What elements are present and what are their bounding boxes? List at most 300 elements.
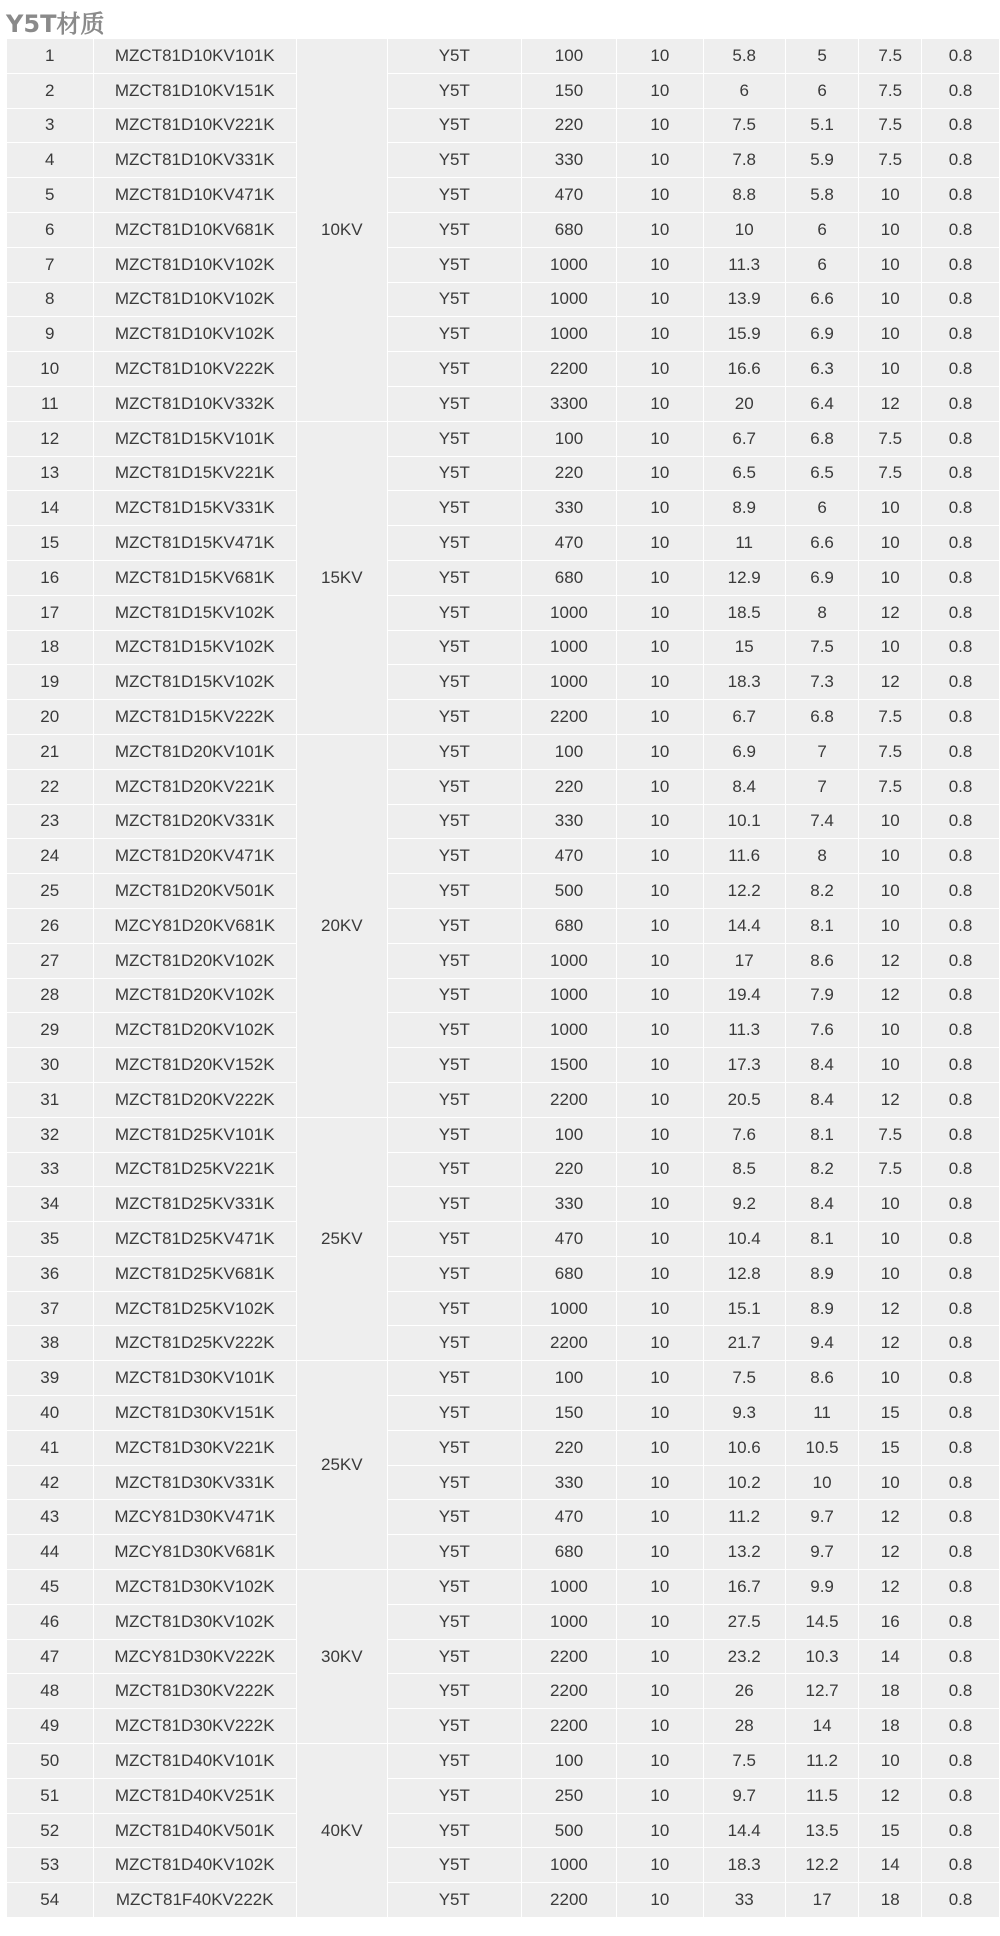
tolerance-cell: 10: [617, 1326, 704, 1361]
tolerance-cell: 10: [617, 526, 704, 561]
dimension-t-cell: 8.6: [785, 943, 859, 978]
dimension-t-cell: 11.5: [785, 1778, 859, 1813]
dimension-d-cell: 27.5: [703, 1604, 785, 1639]
capacitance-cell: 470: [521, 178, 616, 213]
model-code-cell: MZCY81D30KV471K: [93, 1500, 296, 1535]
row-number-cell: 35: [7, 1222, 94, 1257]
table-row: [7, 1326, 1000, 1361]
material-cell: Y5T: [387, 178, 521, 213]
capacitance-cell: 220: [521, 1152, 616, 1187]
dimension-d-cell: 11.3: [703, 1013, 785, 1048]
dimension-d-cell: 11.2: [703, 1500, 785, 1535]
tolerance-cell: 10: [617, 734, 704, 769]
dimension-f-cell: 10: [859, 1361, 922, 1396]
dimension-f-cell: 12: [859, 665, 922, 700]
dimension-t-cell: 6: [785, 491, 859, 526]
dimension-f-cell: 10: [859, 526, 922, 561]
tolerance-cell: 10: [617, 665, 704, 700]
tolerance-cell: 10: [617, 1256, 704, 1291]
capacitance-cell: 2200: [521, 1709, 616, 1744]
material-cell: Y5T: [387, 386, 521, 421]
spec-table: [6, 38, 1000, 1918]
table-row: [7, 1361, 1000, 1396]
capacitance-cell: 1000: [521, 1570, 616, 1605]
tolerance-cell: 10: [617, 491, 704, 526]
dimension-d-cell: 10.6: [703, 1430, 785, 1465]
capacitance-cell: 330: [521, 1187, 616, 1222]
dimension-t-cell: 6.9: [785, 560, 859, 595]
material-cell: Y5T: [387, 1048, 521, 1083]
lead-diameter-cell: 0.8: [922, 491, 1000, 526]
row-number-cell: 47: [7, 1639, 94, 1674]
model-code-cell: MZCT81D15KV101K: [93, 421, 296, 456]
dimension-f-cell: 7.5: [859, 700, 922, 735]
dimension-t-cell: 8: [785, 595, 859, 630]
tolerance-cell: 10: [617, 1187, 704, 1222]
dimension-d-cell: 5.8: [703, 39, 785, 74]
dimension-t-cell: 8.9: [785, 1256, 859, 1291]
dimension-t-cell: 9.7: [785, 1535, 859, 1570]
dimension-t-cell: 11: [785, 1396, 859, 1431]
dimension-d-cell: 11.6: [703, 839, 785, 874]
row-number-cell: 45: [7, 1570, 94, 1605]
dimension-d-cell: 7.5: [703, 1744, 785, 1779]
dimension-d-cell: 10.1: [703, 804, 785, 839]
model-code-cell: MZCT81F40KV222K: [93, 1883, 296, 1918]
lead-diameter-cell: 0.8: [922, 456, 1000, 491]
model-code-cell: MZCT81D30KV221K: [93, 1430, 296, 1465]
model-code-cell: MZCT81D30KV222K: [93, 1709, 296, 1744]
capacitance-cell: 1000: [521, 665, 616, 700]
material-cell: Y5T: [387, 1152, 521, 1187]
material-cell: Y5T: [387, 1465, 521, 1500]
dimension-f-cell: 12: [859, 1291, 922, 1326]
model-code-cell: MZCT81D20KV101K: [93, 734, 296, 769]
capacitance-cell: 470: [521, 526, 616, 561]
dimension-d-cell: 9.2: [703, 1187, 785, 1222]
material-cell: Y5T: [387, 1430, 521, 1465]
lead-diameter-cell: 0.8: [922, 352, 1000, 387]
dimension-t-cell: 6.5: [785, 456, 859, 491]
lead-diameter-cell: 0.8: [922, 874, 1000, 909]
capacitance-cell: 100: [521, 1361, 616, 1396]
material-cell: Y5T: [387, 630, 521, 665]
row-number-cell: 19: [7, 665, 94, 700]
model-code-cell: MZCT81D10KV102K: [93, 282, 296, 317]
tolerance-cell: 10: [617, 456, 704, 491]
table-row: [7, 804, 1000, 839]
table-row: [7, 456, 1000, 491]
dimension-f-cell: 7.5: [859, 39, 922, 74]
lead-diameter-cell: 0.8: [922, 630, 1000, 665]
lead-diameter-cell: 0.8: [922, 1291, 1000, 1326]
dimension-t-cell: 9.4: [785, 1326, 859, 1361]
dimension-t-cell: 11.2: [785, 1744, 859, 1779]
row-number-cell: 15: [7, 526, 94, 561]
material-cell: Y5T: [387, 1883, 521, 1918]
row-number-cell: 39: [7, 1361, 94, 1396]
tolerance-cell: 10: [617, 978, 704, 1013]
tolerance-cell: 10: [617, 1082, 704, 1117]
dimension-f-cell: 10: [859, 839, 922, 874]
dimension-f-cell: 10: [859, 908, 922, 943]
row-number-cell: 41: [7, 1430, 94, 1465]
tolerance-cell: 10: [617, 352, 704, 387]
row-number-cell: 10: [7, 352, 94, 387]
dimension-f-cell: 10: [859, 1222, 922, 1257]
tolerance-cell: 10: [617, 178, 704, 213]
capacitance-cell: 220: [521, 1430, 616, 1465]
material-cell: Y5T: [387, 526, 521, 561]
table-row: [7, 282, 1000, 317]
model-code-cell: MZCT81D10KV681K: [93, 212, 296, 247]
capacitance-cell: 250: [521, 1778, 616, 1813]
model-code-cell: MZCT81D20KV331K: [93, 804, 296, 839]
dimension-d-cell: 10.2: [703, 1465, 785, 1500]
model-code-cell: MZCT81D20KV501K: [93, 874, 296, 909]
dimension-d-cell: 12.8: [703, 1256, 785, 1291]
capacitance-cell: 1000: [521, 978, 616, 1013]
dimension-d-cell: 6.5: [703, 456, 785, 491]
table-row: [7, 108, 1000, 143]
table-row: [7, 1048, 1000, 1083]
capacitance-cell: 680: [521, 1256, 616, 1291]
row-number-cell: 4: [7, 143, 94, 178]
material-cell: Y5T: [387, 839, 521, 874]
material-cell: Y5T: [387, 1570, 521, 1605]
row-number-cell: 33: [7, 1152, 94, 1187]
capacitance-cell: 1000: [521, 1604, 616, 1639]
dimension-t-cell: 10.3: [785, 1639, 859, 1674]
tolerance-cell: 10: [617, 1291, 704, 1326]
model-code-cell: MZCT81D25KV471K: [93, 1222, 296, 1257]
row-number-cell: 49: [7, 1709, 94, 1744]
lead-diameter-cell: 0.8: [922, 178, 1000, 213]
capacitance-cell: 1000: [521, 282, 616, 317]
dimension-f-cell: 7.5: [859, 108, 922, 143]
dimension-t-cell: 5.9: [785, 143, 859, 178]
material-cell: Y5T: [387, 700, 521, 735]
capacitance-cell: 1000: [521, 595, 616, 630]
lead-diameter-cell: 0.8: [922, 665, 1000, 700]
dimension-f-cell: 12: [859, 1778, 922, 1813]
dimension-d-cell: 10: [703, 212, 785, 247]
capacitance-cell: 680: [521, 1535, 616, 1570]
lead-diameter-cell: 0.8: [922, 1082, 1000, 1117]
material-cell: Y5T: [387, 73, 521, 108]
material-cell: Y5T: [387, 1117, 521, 1152]
dimension-t-cell: 6.9: [785, 317, 859, 352]
material-cell: Y5T: [387, 1013, 521, 1048]
row-number-cell: 44: [7, 1535, 94, 1570]
lead-diameter-cell: 0.8: [922, 386, 1000, 421]
dimension-f-cell: 7.5: [859, 1117, 922, 1152]
lead-diameter-cell: 0.8: [922, 1013, 1000, 1048]
tolerance-cell: 10: [617, 317, 704, 352]
tolerance-cell: 10: [617, 943, 704, 978]
lead-diameter-cell: 0.8: [922, 212, 1000, 247]
capacitance-cell: 330: [521, 804, 616, 839]
spec-table-body: [7, 39, 1000, 1918]
table-row: [7, 1222, 1000, 1257]
material-cell: Y5T: [387, 1639, 521, 1674]
model-code-cell: MZCT81D30KV222K: [93, 1674, 296, 1709]
tolerance-cell: 10: [617, 560, 704, 595]
table-row: [7, 73, 1000, 108]
dimension-f-cell: 12: [859, 1535, 922, 1570]
dimension-t-cell: 10.5: [785, 1430, 859, 1465]
dimension-t-cell: 6.6: [785, 526, 859, 561]
lead-diameter-cell: 0.8: [922, 1430, 1000, 1465]
dimension-f-cell: 7.5: [859, 143, 922, 178]
tolerance-cell: 10: [617, 1883, 704, 1918]
dimension-t-cell: 5: [785, 39, 859, 74]
model-code-cell: MZCT81D40KV501K: [93, 1813, 296, 1848]
tolerance-cell: 10: [617, 804, 704, 839]
row-number-cell: 18: [7, 630, 94, 665]
row-number-cell: 42: [7, 1465, 94, 1500]
tolerance-cell: 10: [617, 1848, 704, 1883]
material-cell: Y5T: [387, 943, 521, 978]
capacitance-cell: 1000: [521, 247, 616, 282]
dimension-d-cell: 8.5: [703, 1152, 785, 1187]
dimension-d-cell: 33: [703, 1883, 785, 1918]
lead-diameter-cell: 0.8: [922, 1535, 1000, 1570]
capacitance-cell: 330: [521, 491, 616, 526]
dimension-f-cell: 7.5: [859, 73, 922, 108]
table-row: [7, 1674, 1000, 1709]
lead-diameter-cell: 0.8: [922, 1222, 1000, 1257]
row-number-cell: 24: [7, 839, 94, 874]
tolerance-cell: 10: [617, 1013, 704, 1048]
lead-diameter-cell: 0.8: [922, 595, 1000, 630]
dimension-d-cell: 19.4: [703, 978, 785, 1013]
lead-diameter-cell: 0.8: [922, 700, 1000, 735]
table-row: [7, 1430, 1000, 1465]
lead-diameter-cell: 0.8: [922, 1152, 1000, 1187]
tolerance-cell: 10: [617, 1535, 704, 1570]
dimension-d-cell: 7.8: [703, 143, 785, 178]
model-code-cell: MZCT81D20KV102K: [93, 943, 296, 978]
table-row: [7, 1117, 1000, 1152]
dimension-t-cell: 7.6: [785, 1013, 859, 1048]
row-number-cell: 14: [7, 491, 94, 526]
tolerance-cell: 10: [617, 108, 704, 143]
lead-diameter-cell: 0.8: [922, 1465, 1000, 1500]
tolerance-cell: 10: [617, 1813, 704, 1848]
dimension-d-cell: 11.3: [703, 247, 785, 282]
table-row: [7, 908, 1000, 943]
capacitance-cell: 330: [521, 1465, 616, 1500]
model-code-cell: MZCT81D20KV152K: [93, 1048, 296, 1083]
row-number-cell: 7: [7, 247, 94, 282]
row-number-cell: 5: [7, 178, 94, 213]
dimension-d-cell: 20: [703, 386, 785, 421]
dimension-t-cell: 8.2: [785, 1152, 859, 1187]
capacitance-cell: 1500: [521, 1048, 616, 1083]
row-number-cell: 26: [7, 908, 94, 943]
table-row: [7, 1152, 1000, 1187]
model-code-cell: MZCT81D15KV102K: [93, 595, 296, 630]
capacitance-cell: 2200: [521, 1639, 616, 1674]
lead-diameter-cell: 0.8: [922, 769, 1000, 804]
lead-diameter-cell: 0.8: [922, 1396, 1000, 1431]
tolerance-cell: 10: [617, 247, 704, 282]
tolerance-cell: 10: [617, 1396, 704, 1431]
lead-diameter-cell: 0.8: [922, 1848, 1000, 1883]
dimension-f-cell: 18: [859, 1883, 922, 1918]
capacitance-cell: 500: [521, 1813, 616, 1848]
row-number-cell: 22: [7, 769, 94, 804]
material-cell: Y5T: [387, 560, 521, 595]
dimension-d-cell: 18.5: [703, 595, 785, 630]
dimension-f-cell: 10: [859, 491, 922, 526]
lead-diameter-cell: 0.8: [922, 1639, 1000, 1674]
table-row: [7, 1187, 1000, 1222]
table-row: [7, 1256, 1000, 1291]
page-title: Y5T材质: [6, 10, 105, 38]
dimension-t-cell: 14: [785, 1709, 859, 1744]
tolerance-cell: 10: [617, 1430, 704, 1465]
table-row: [7, 143, 1000, 178]
material-cell: Y5T: [387, 247, 521, 282]
row-number-cell: 31: [7, 1082, 94, 1117]
model-code-cell: MZCT81D10KV471K: [93, 178, 296, 213]
tolerance-cell: 10: [617, 1604, 704, 1639]
dimension-d-cell: 16.7: [703, 1570, 785, 1605]
dimension-d-cell: 26: [703, 1674, 785, 1709]
dimension-f-cell: 15: [859, 1430, 922, 1465]
dimension-f-cell: 18: [859, 1674, 922, 1709]
dimension-t-cell: 7.5: [785, 630, 859, 665]
capacitance-cell: 220: [521, 108, 616, 143]
lead-diameter-cell: 0.8: [922, 1117, 1000, 1152]
tolerance-cell: 10: [617, 421, 704, 456]
voltage-group-cell: 15KV: [296, 421, 387, 734]
table-row: [7, 1013, 1000, 1048]
table-row: [7, 1778, 1000, 1813]
material-cell: Y5T: [387, 1500, 521, 1535]
capacitance-cell: 2200: [521, 1326, 616, 1361]
model-code-cell: MZCT81D20KV471K: [93, 839, 296, 874]
dimension-f-cell: 12: [859, 943, 922, 978]
material-cell: Y5T: [387, 908, 521, 943]
capacitance-cell: 500: [521, 874, 616, 909]
lead-diameter-cell: 0.8: [922, 73, 1000, 108]
tolerance-cell: 10: [617, 839, 704, 874]
dimension-f-cell: 10: [859, 1048, 922, 1083]
capacitance-cell: 680: [521, 908, 616, 943]
model-code-cell: MZCT81D20KV102K: [93, 1013, 296, 1048]
dimension-f-cell: 12: [859, 595, 922, 630]
row-number-cell: 38: [7, 1326, 94, 1361]
tolerance-cell: 10: [617, 1570, 704, 1605]
lead-diameter-cell: 0.8: [922, 1744, 1000, 1779]
dimension-t-cell: 6.3: [785, 352, 859, 387]
dimension-f-cell: 10: [859, 212, 922, 247]
tolerance-cell: 10: [617, 1500, 704, 1535]
dimension-t-cell: 13.5: [785, 1813, 859, 1848]
table-row: [7, 1396, 1000, 1431]
dimension-t-cell: 8.1: [785, 1222, 859, 1257]
model-code-cell: MZCT81D20KV221K: [93, 769, 296, 804]
capacitance-cell: 2200: [521, 352, 616, 387]
model-code-cell: MZCT81D20KV102K: [93, 978, 296, 1013]
capacitance-cell: 2200: [521, 1082, 616, 1117]
material-cell: Y5T: [387, 1361, 521, 1396]
dimension-f-cell: 10: [859, 317, 922, 352]
model-code-cell: MZCT81D15KV221K: [93, 456, 296, 491]
tolerance-cell: 10: [617, 1361, 704, 1396]
material-cell: Y5T: [387, 317, 521, 352]
model-code-cell: MZCT81D15KV102K: [93, 630, 296, 665]
table-row: [7, 421, 1000, 456]
model-code-cell: MZCT81D25KV221K: [93, 1152, 296, 1187]
model-code-cell: MZCT81D10KV331K: [93, 143, 296, 178]
row-number-cell: 8: [7, 282, 94, 317]
material-cell: Y5T: [387, 1187, 521, 1222]
dimension-f-cell: 7.5: [859, 421, 922, 456]
material-cell: Y5T: [387, 39, 521, 74]
table-row: [7, 1291, 1000, 1326]
dimension-f-cell: 12: [859, 1082, 922, 1117]
dimension-d-cell: 14.4: [703, 1813, 785, 1848]
row-number-cell: 12: [7, 421, 94, 456]
dimension-t-cell: 9.7: [785, 1500, 859, 1535]
material-cell: Y5T: [387, 1674, 521, 1709]
row-number-cell: 43: [7, 1500, 94, 1535]
table-row: [7, 1500, 1000, 1535]
model-code-cell: MZCT81D10KV101K: [93, 39, 296, 74]
row-number-cell: 52: [7, 1813, 94, 1848]
material-cell: Y5T: [387, 665, 521, 700]
tolerance-cell: 10: [617, 143, 704, 178]
dimension-t-cell: 12.2: [785, 1848, 859, 1883]
dimension-d-cell: 8.9: [703, 491, 785, 526]
capacitance-cell: 220: [521, 456, 616, 491]
capacitance-cell: 330: [521, 143, 616, 178]
dimension-t-cell: 7: [785, 734, 859, 769]
dimension-f-cell: 12: [859, 1570, 922, 1605]
capacitance-cell: 150: [521, 1396, 616, 1431]
dimension-d-cell: 9.3: [703, 1396, 785, 1431]
dimension-d-cell: 16.6: [703, 352, 785, 387]
model-code-cell: MZCT81D25KV681K: [93, 1256, 296, 1291]
dimension-f-cell: 15: [859, 1396, 922, 1431]
dimension-d-cell: 17: [703, 943, 785, 978]
model-code-cell: MZCT81D15KV681K: [93, 560, 296, 595]
tolerance-cell: 10: [617, 595, 704, 630]
table-row: [7, 491, 1000, 526]
row-number-cell: 6: [7, 212, 94, 247]
table-row: [7, 178, 1000, 213]
dimension-d-cell: 18.3: [703, 665, 785, 700]
dimension-t-cell: 8.1: [785, 1117, 859, 1152]
row-number-cell: 23: [7, 804, 94, 839]
model-code-cell: MZCT81D25KV101K: [93, 1117, 296, 1152]
table-row: [7, 943, 1000, 978]
model-code-cell: MZCY81D30KV681K: [93, 1535, 296, 1570]
capacitance-cell: 100: [521, 421, 616, 456]
model-code-cell: MZCT81D15KV471K: [93, 526, 296, 561]
lead-diameter-cell: 0.8: [922, 1813, 1000, 1848]
lead-diameter-cell: 0.8: [922, 143, 1000, 178]
model-code-cell: MZCY81D30KV222K: [93, 1639, 296, 1674]
material-cell: Y5T: [387, 108, 521, 143]
model-code-cell: MZCT81D30KV102K: [93, 1570, 296, 1605]
table-row: [7, 247, 1000, 282]
tolerance-cell: 10: [617, 1222, 704, 1257]
